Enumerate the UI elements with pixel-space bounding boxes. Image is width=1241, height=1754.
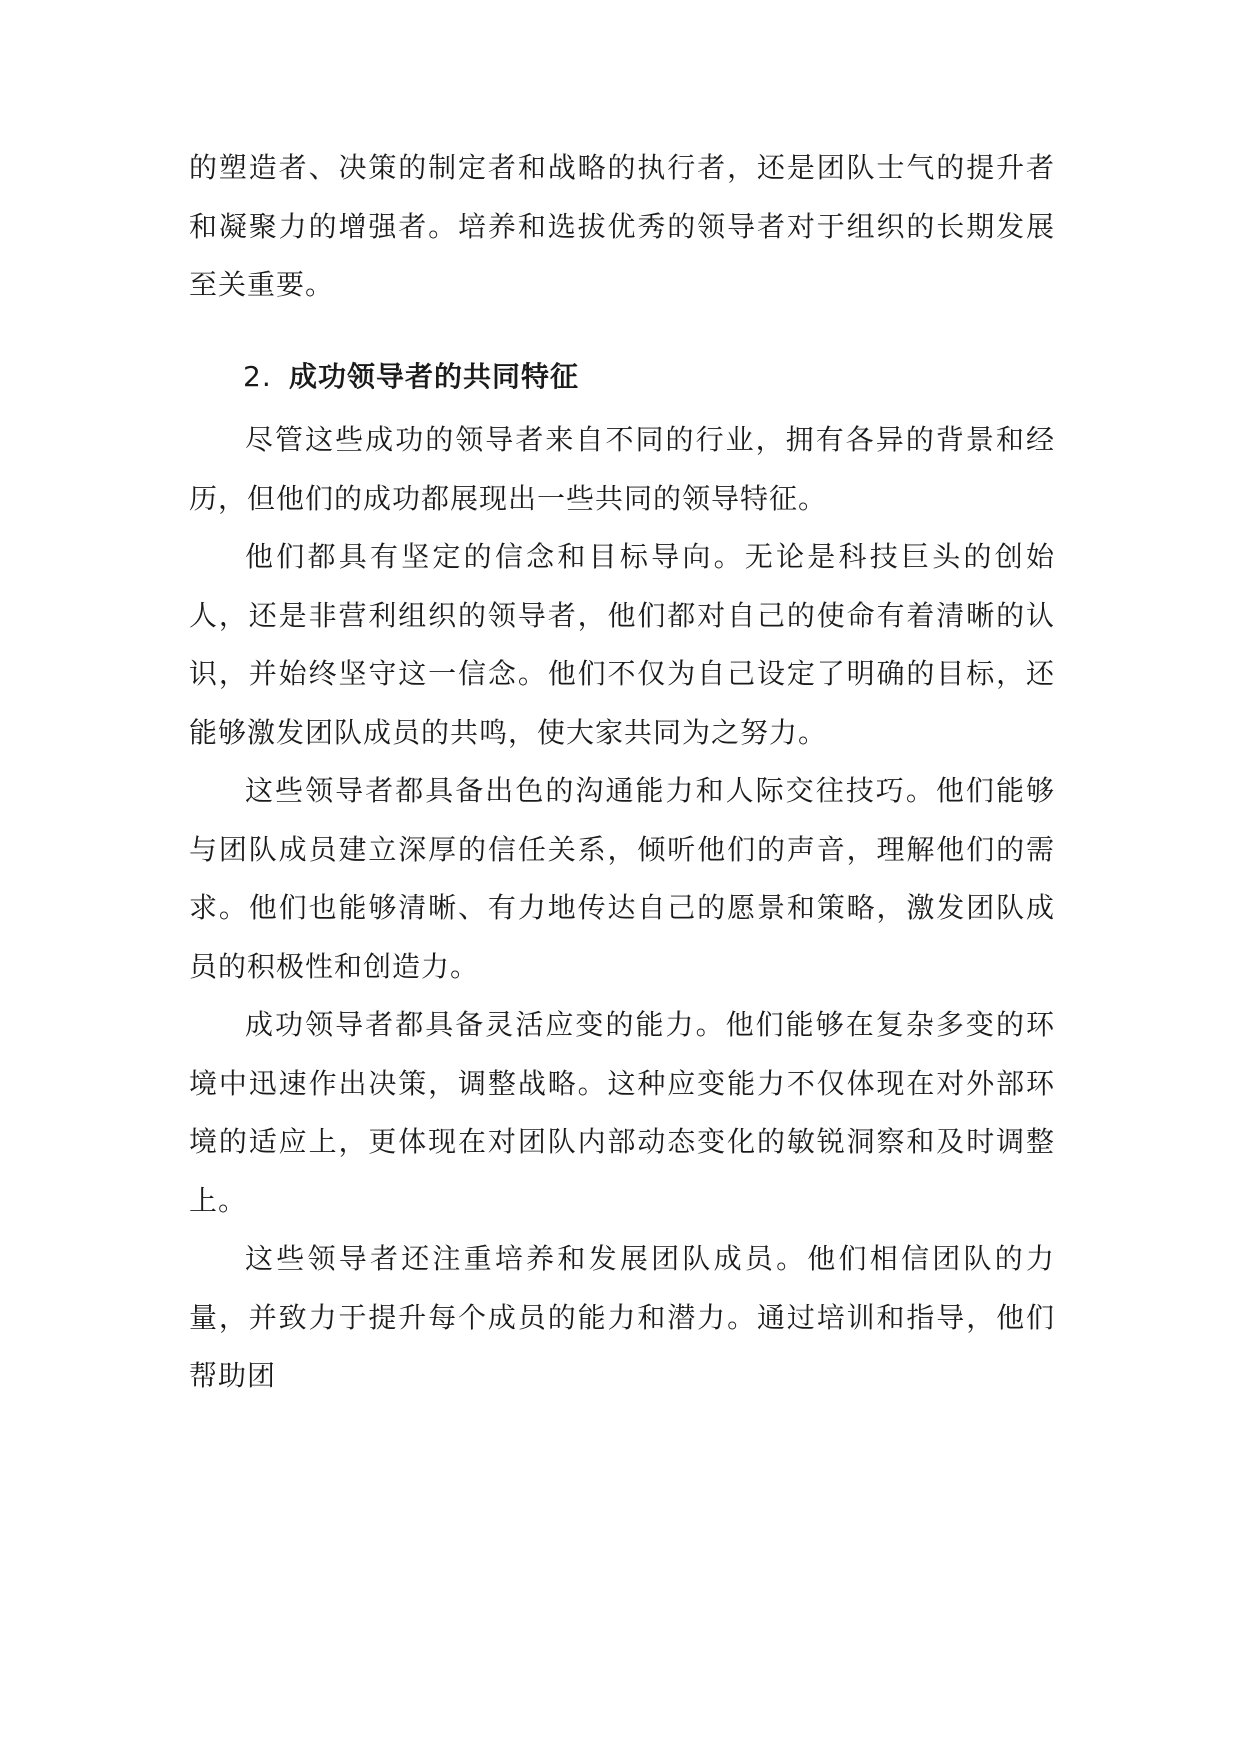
paragraph: 尽管这些成功的领导者来自不同的行业，拥有各异的背景和经历，但他们的成功都展现出一些共同的领导特征。	[189, 423, 1055, 515]
section-title: 成功领导者的共同特征	[289, 359, 580, 393]
section-heading	[189, 348, 1055, 407]
paragraph-continued: 的塑造者、决策的制定者和战略的执行者，还是团队士气的提升者和凝聚力的增强者。培养和选拔优秀的领导者对于组织的长期发展至关重要。	[189, 151, 1055, 301]
paragraph: 这些领导者都具备出色的沟通能力和人际交往技巧。他们能够与团队成员建立深厚的信任关系，倾听他们的声音，理解他们的需求。他们也能够清晰、有力地传达自己的愿景和策略，激发团队成员的积极性和创造力。	[189, 774, 1055, 983]
document-body	[189, 139, 1055, 1406]
paragraph: 他们都具有坚定的信念和目标导向。无论是科技巨头的创始人，还是非营利组织的领导者，他们都对自己的使命有着清晰的认识，并始终坚守这一信念。他们不仅为自己设定了明确的目标，还能够激发团队成员的共鸣，使大家共同为之努力。	[189, 540, 1055, 749]
paragraph: 成功领导者都具备灵活应变的能力。他们能够在复杂多变的环境中迅速作出决策，调整战略。这种应变能力不仅体现在对外部环境的适应上，更体现在对团队内部动态变化的敏锐洞察和及时调整上。	[189, 1008, 1055, 1217]
paragraph: 这些领导者还注重培养和发展团队成员。他们相信团队的力量，并致力于提升每个成员的能力和潜力。通过培训和指导，他们帮助团	[189, 1242, 1055, 1392]
section-number: 2.	[243, 359, 272, 393]
